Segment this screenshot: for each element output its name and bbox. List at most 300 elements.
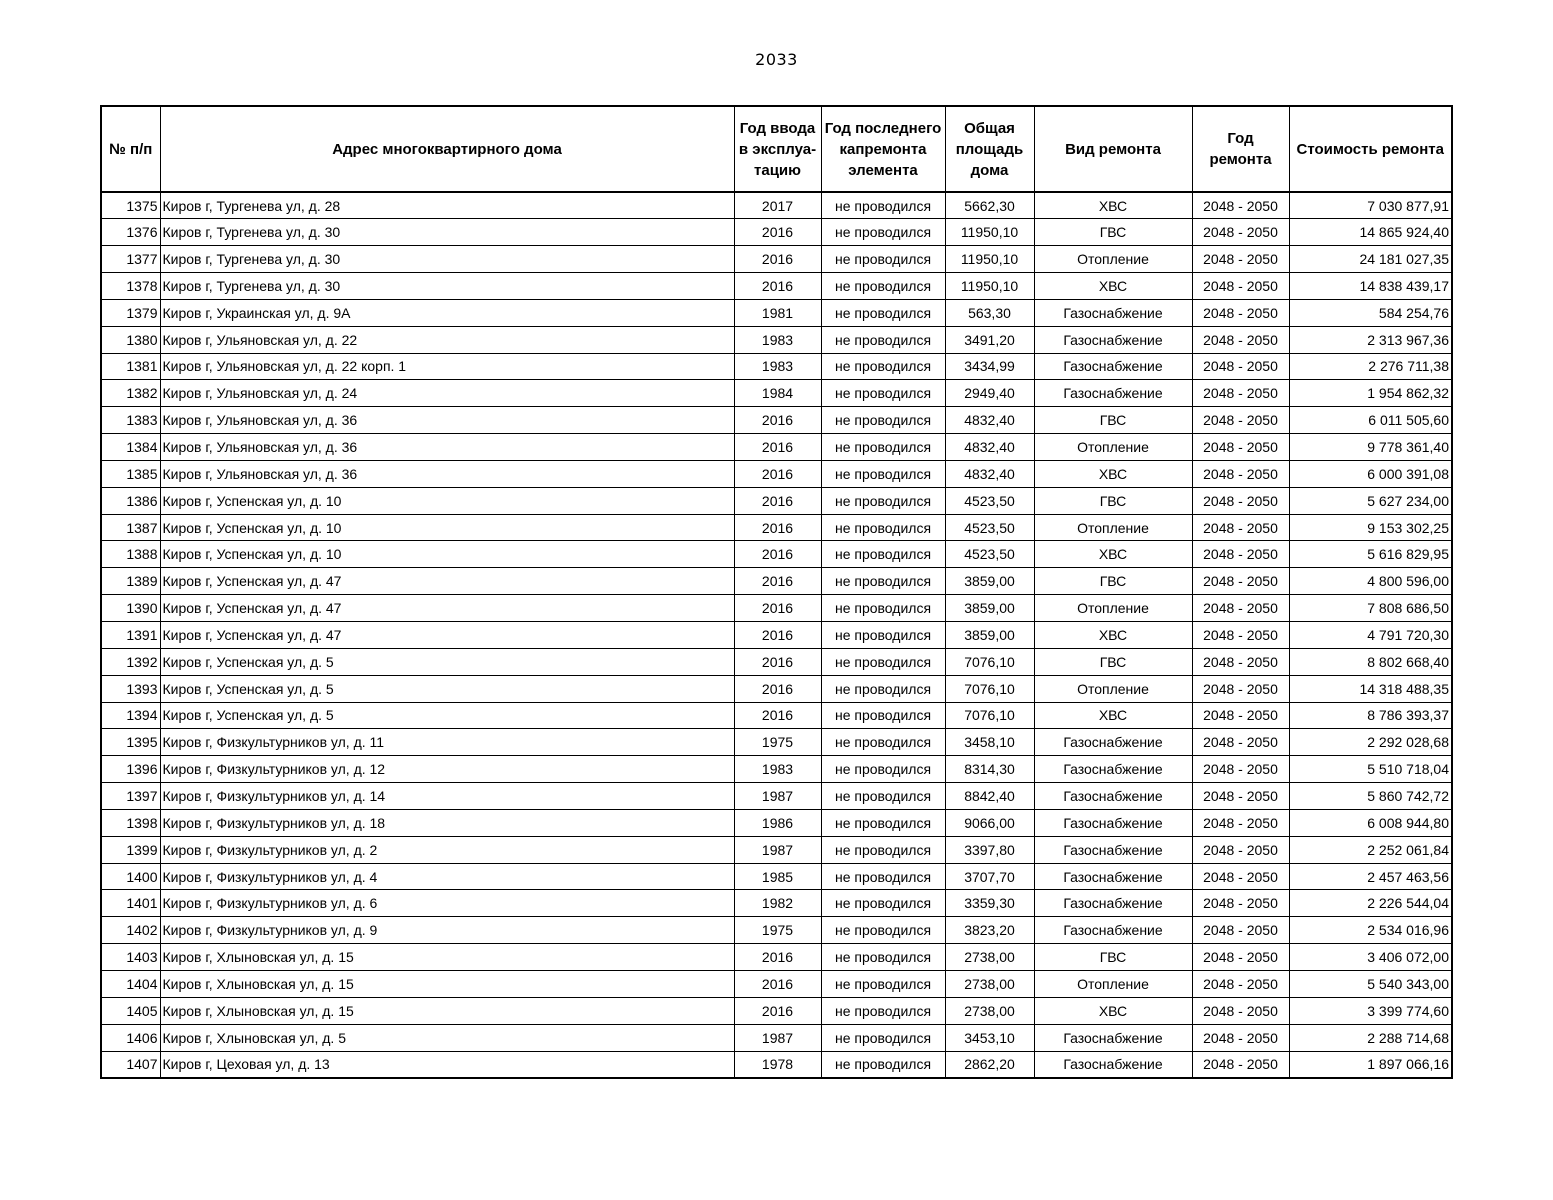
- repair-years-cell: 2048 - 2050: [1192, 514, 1289, 541]
- repair-type-cell: Газоснабжение: [1034, 863, 1192, 890]
- cost-cell: 14 318 488,35: [1289, 675, 1452, 702]
- year-built-cell: 1987: [734, 836, 821, 863]
- repair-years-cell: 2048 - 2050: [1192, 192, 1289, 219]
- table-row: [101, 380, 1452, 407]
- year-built-cell: 1987: [734, 783, 821, 810]
- repair-years-cell: 2048 - 2050: [1192, 675, 1289, 702]
- cost-cell: 2 276 711,38: [1289, 353, 1452, 380]
- cost-cell: 5 860 742,72: [1289, 783, 1452, 810]
- table-row: [101, 541, 1452, 568]
- area-cell: 4523,50: [945, 487, 1034, 514]
- row-number-cell: 1397: [101, 783, 160, 810]
- last-repair-cell: не проводился: [821, 890, 945, 917]
- table-row: [101, 353, 1452, 380]
- row-number-cell: 1384: [101, 434, 160, 461]
- repair-type-cell: Газоснабжение: [1034, 1024, 1192, 1051]
- table-row: [101, 326, 1452, 353]
- repair-years-cell: 2048 - 2050: [1192, 299, 1289, 326]
- row-number-cell: 1406: [101, 1024, 160, 1051]
- last-repair-cell: не проводился: [821, 729, 945, 756]
- address-cell: Киров г, Физкультурников ул, д. 12: [160, 756, 734, 783]
- table-row: [101, 568, 1452, 595]
- table-header-row: [101, 106, 1452, 192]
- year-built-cell: 1986: [734, 809, 821, 836]
- year-built-cell: 2016: [734, 970, 821, 997]
- cost-cell: 5 616 829,95: [1289, 541, 1452, 568]
- area-cell: 3707,70: [945, 863, 1034, 890]
- year-built-cell: 2016: [734, 675, 821, 702]
- table-body: [101, 192, 1452, 1078]
- table-row: [101, 970, 1452, 997]
- repair-type-cell: Отопление: [1034, 514, 1192, 541]
- cost-cell: 584 254,76: [1289, 299, 1452, 326]
- cost-cell: 6 000 391,08: [1289, 460, 1452, 487]
- last-repair-cell: не проводился: [821, 702, 945, 729]
- table-row: [101, 648, 1452, 675]
- repair-years-cell: 2048 - 2050: [1192, 890, 1289, 917]
- cost-cell: 2 313 967,36: [1289, 326, 1452, 353]
- table-row: [101, 675, 1452, 702]
- repair-years-cell: 2048 - 2050: [1192, 863, 1289, 890]
- cost-cell: 8 786 393,37: [1289, 702, 1452, 729]
- address-cell: Киров г, Хлыновская ул, д. 15: [160, 944, 734, 971]
- year-built-cell: 2016: [734, 514, 821, 541]
- repair-type-cell: ХВС: [1034, 622, 1192, 649]
- address-cell: Киров г, Ульяновская ул, д. 24: [160, 380, 734, 407]
- row-number-cell: 1392: [101, 648, 160, 675]
- area-cell: 2949,40: [945, 380, 1034, 407]
- repair-years-cell: 2048 - 2050: [1192, 836, 1289, 863]
- last-repair-cell: не проводился: [821, 944, 945, 971]
- last-repair-cell: не проводился: [821, 407, 945, 434]
- row-number-cell: 1391: [101, 622, 160, 649]
- address-cell: Киров г, Успенская ул, д. 5: [160, 675, 734, 702]
- repair-years-cell: 2048 - 2050: [1192, 729, 1289, 756]
- area-cell: 3397,80: [945, 836, 1034, 863]
- page-number: 2033: [755, 50, 798, 69]
- row-number-cell: 1385: [101, 460, 160, 487]
- last-repair-cell: не проводился: [821, 380, 945, 407]
- row-number-cell: 1404: [101, 970, 160, 997]
- last-repair-cell: не проводился: [821, 863, 945, 890]
- area-cell: 5662,30: [945, 192, 1034, 219]
- last-repair-cell: не проводился: [821, 353, 945, 380]
- repair-type-cell: Газоснабжение: [1034, 729, 1192, 756]
- table-row: [101, 299, 1452, 326]
- repair-years-cell: 2048 - 2050: [1192, 1051, 1289, 1078]
- year-built-cell: 1978: [734, 1051, 821, 1078]
- cost-cell: 4 791 720,30: [1289, 622, 1452, 649]
- table-row: [101, 219, 1452, 246]
- year-built-cell: 1985: [734, 863, 821, 890]
- cost-cell: 3 399 774,60: [1289, 997, 1452, 1024]
- repair-type-cell: Газоснабжение: [1034, 783, 1192, 810]
- repair-years-cell: 2048 - 2050: [1192, 568, 1289, 595]
- address-cell: Киров г, Тургенева ул, д. 28: [160, 192, 734, 219]
- repair-type-cell: Отопление: [1034, 675, 1192, 702]
- column-header-num: № п/п: [101, 106, 160, 192]
- repair-type-cell: ХВС: [1034, 273, 1192, 300]
- row-number-cell: 1376: [101, 219, 160, 246]
- repair-years-cell: 2048 - 2050: [1192, 783, 1289, 810]
- repair-years-cell: 2048 - 2050: [1192, 273, 1289, 300]
- repair-type-cell: ХВС: [1034, 997, 1192, 1024]
- row-number-cell: 1407: [101, 1051, 160, 1078]
- table-row: [101, 595, 1452, 622]
- address-cell: Киров г, Успенская ул, д. 47: [160, 595, 734, 622]
- table-row: [101, 1024, 1452, 1051]
- row-number-cell: 1378: [101, 273, 160, 300]
- repair-type-cell: Газоснабжение: [1034, 836, 1192, 863]
- repair-type-cell: ХВС: [1034, 460, 1192, 487]
- repair-years-cell: 2048 - 2050: [1192, 622, 1289, 649]
- table-row: [101, 622, 1452, 649]
- address-cell: Киров г, Успенская ул, д. 47: [160, 622, 734, 649]
- repair-type-cell: ХВС: [1034, 192, 1192, 219]
- area-cell: 2738,00: [945, 997, 1034, 1024]
- year-built-cell: 1987: [734, 1024, 821, 1051]
- row-number-cell: 1400: [101, 863, 160, 890]
- cost-cell: 1 897 066,16: [1289, 1051, 1452, 1078]
- area-cell: 7076,10: [945, 702, 1034, 729]
- repair-type-cell: Газоснабжение: [1034, 299, 1192, 326]
- table-row: [101, 434, 1452, 461]
- table-row: [101, 192, 1452, 219]
- column-header-repair-years: Год ремонта: [1192, 106, 1289, 192]
- last-repair-cell: не проводился: [821, 514, 945, 541]
- table-row: [101, 917, 1452, 944]
- cost-cell: 5 510 718,04: [1289, 756, 1452, 783]
- row-number-cell: 1375: [101, 192, 160, 219]
- area-cell: 3823,20: [945, 917, 1034, 944]
- area-cell: 4832,40: [945, 434, 1034, 461]
- row-number-cell: 1380: [101, 326, 160, 353]
- last-repair-cell: не проводился: [821, 273, 945, 300]
- table-row: [101, 890, 1452, 917]
- repair-type-cell: Газоснабжение: [1034, 326, 1192, 353]
- address-cell: Киров г, Физкультурников ул, д. 4: [160, 863, 734, 890]
- area-cell: 3359,30: [945, 890, 1034, 917]
- repair-schedule-table: [100, 105, 1453, 1079]
- area-cell: 4523,50: [945, 514, 1034, 541]
- area-cell: 11950,10: [945, 246, 1034, 273]
- cost-cell: 2 457 463,56: [1289, 863, 1452, 890]
- repair-years-cell: 2048 - 2050: [1192, 702, 1289, 729]
- last-repair-cell: не проводился: [821, 299, 945, 326]
- address-cell: Киров г, Ульяновская ул, д. 36: [160, 460, 734, 487]
- cost-cell: 2 288 714,68: [1289, 1024, 1452, 1051]
- row-number-cell: 1379: [101, 299, 160, 326]
- cost-cell: 24 181 027,35: [1289, 246, 1452, 273]
- last-repair-cell: не проводился: [821, 1051, 945, 1078]
- row-number-cell: 1395: [101, 729, 160, 756]
- row-number-cell: 1381: [101, 353, 160, 380]
- repair-type-cell: ГВС: [1034, 487, 1192, 514]
- repair-type-cell: ГВС: [1034, 944, 1192, 971]
- address-cell: Киров г, Успенская ул, д. 10: [160, 487, 734, 514]
- table-row: [101, 756, 1452, 783]
- repair-years-cell: 2048 - 2050: [1192, 326, 1289, 353]
- repair-type-cell: Газоснабжение: [1034, 809, 1192, 836]
- row-number-cell: 1405: [101, 997, 160, 1024]
- row-number-cell: 1387: [101, 514, 160, 541]
- area-cell: 9066,00: [945, 809, 1034, 836]
- area-cell: 3859,00: [945, 595, 1034, 622]
- address-cell: Киров г, Тургенева ул, д. 30: [160, 273, 734, 300]
- column-header-repair-type: Вид ремонта: [1034, 106, 1192, 192]
- repair-years-cell: 2048 - 2050: [1192, 1024, 1289, 1051]
- address-cell: Киров г, Успенская ул, д. 5: [160, 648, 734, 675]
- repair-years-cell: 2048 - 2050: [1192, 541, 1289, 568]
- last-repair-cell: не проводился: [821, 487, 945, 514]
- address-cell: Киров г, Украинская ул, д. 9А: [160, 299, 734, 326]
- cost-cell: 3 406 072,00: [1289, 944, 1452, 971]
- cost-cell: 8 802 668,40: [1289, 648, 1452, 675]
- area-cell: 2862,20: [945, 1051, 1034, 1078]
- repair-type-cell: ГВС: [1034, 219, 1192, 246]
- last-repair-cell: не проводился: [821, 970, 945, 997]
- row-number-cell: 1390: [101, 595, 160, 622]
- address-cell: Киров г, Ульяновская ул, д. 36: [160, 434, 734, 461]
- table-row: [101, 273, 1452, 300]
- repair-type-cell: ГВС: [1034, 407, 1192, 434]
- last-repair-cell: не проводился: [821, 460, 945, 487]
- cost-cell: 2 292 028,68: [1289, 729, 1452, 756]
- area-cell: 7076,10: [945, 648, 1034, 675]
- cost-cell: 1 954 862,32: [1289, 380, 1452, 407]
- repair-years-cell: 2048 - 2050: [1192, 944, 1289, 971]
- last-repair-cell: не проводился: [821, 783, 945, 810]
- year-built-cell: 2016: [734, 944, 821, 971]
- repair-type-cell: Отопление: [1034, 434, 1192, 461]
- row-number-cell: 1386: [101, 487, 160, 514]
- cost-cell: 14 865 924,40: [1289, 219, 1452, 246]
- last-repair-cell: не проводился: [821, 568, 945, 595]
- repair-type-cell: Газоснабжение: [1034, 756, 1192, 783]
- row-number-cell: 1398: [101, 809, 160, 836]
- cost-cell: 2 252 061,84: [1289, 836, 1452, 863]
- repair-type-cell: ХВС: [1034, 541, 1192, 568]
- repair-years-cell: 2048 - 2050: [1192, 246, 1289, 273]
- area-cell: 11950,10: [945, 273, 1034, 300]
- area-cell: 563,30: [945, 299, 1034, 326]
- year-built-cell: 2017: [734, 192, 821, 219]
- area-cell: 4832,40: [945, 460, 1034, 487]
- repair-years-cell: 2048 - 2050: [1192, 595, 1289, 622]
- year-built-cell: 2016: [734, 407, 821, 434]
- address-cell: Киров г, Физкультурников ул, д. 18: [160, 809, 734, 836]
- table-row: [101, 783, 1452, 810]
- table-row: [101, 729, 1452, 756]
- year-built-cell: 1983: [734, 326, 821, 353]
- year-built-cell: 1984: [734, 380, 821, 407]
- area-cell: 2738,00: [945, 944, 1034, 971]
- year-built-cell: 1983: [734, 756, 821, 783]
- column-header-cost: Стоимость ремонта: [1289, 106, 1452, 192]
- address-cell: Киров г, Успенская ул, д. 5: [160, 702, 734, 729]
- last-repair-cell: не проводился: [821, 917, 945, 944]
- table-row: [101, 246, 1452, 273]
- cost-cell: 7 808 686,50: [1289, 595, 1452, 622]
- address-cell: Киров г, Цеховая ул, д. 13: [160, 1051, 734, 1078]
- table-row: [101, 407, 1452, 434]
- table-row: [101, 1051, 1452, 1078]
- cost-cell: 5 540 343,00: [1289, 970, 1452, 997]
- last-repair-cell: не проводился: [821, 1024, 945, 1051]
- year-built-cell: 2016: [734, 568, 821, 595]
- column-header-area: Общая площадь дома: [945, 106, 1034, 192]
- address-cell: Киров г, Тургенева ул, д. 30: [160, 219, 734, 246]
- row-number-cell: 1396: [101, 756, 160, 783]
- cost-cell: 4 800 596,00: [1289, 568, 1452, 595]
- table-row: [101, 997, 1452, 1024]
- last-repair-cell: не проводился: [821, 219, 945, 246]
- area-cell: 11950,10: [945, 219, 1034, 246]
- cost-cell: 6 008 944,80: [1289, 809, 1452, 836]
- row-number-cell: 1401: [101, 890, 160, 917]
- table-row: [101, 487, 1452, 514]
- address-cell: Киров г, Физкультурников ул, д. 11: [160, 729, 734, 756]
- last-repair-cell: не проводился: [821, 836, 945, 863]
- cost-cell: 2 226 544,04: [1289, 890, 1452, 917]
- area-cell: 3453,10: [945, 1024, 1034, 1051]
- area-cell: 3859,00: [945, 622, 1034, 649]
- table-row: [101, 809, 1452, 836]
- repair-type-cell: Отопление: [1034, 595, 1192, 622]
- repair-type-cell: Газоснабжение: [1034, 380, 1192, 407]
- year-built-cell: 1975: [734, 729, 821, 756]
- row-number-cell: 1399: [101, 836, 160, 863]
- year-built-cell: 2016: [734, 219, 821, 246]
- year-built-cell: 2016: [734, 541, 821, 568]
- year-built-cell: 2016: [734, 648, 821, 675]
- table-row: [101, 863, 1452, 890]
- row-number-cell: 1382: [101, 380, 160, 407]
- last-repair-cell: не проводился: [821, 622, 945, 649]
- repair-type-cell: Отопление: [1034, 970, 1192, 997]
- last-repair-cell: не проводился: [821, 246, 945, 273]
- area-cell: 7076,10: [945, 675, 1034, 702]
- year-built-cell: 2016: [734, 622, 821, 649]
- address-cell: Киров г, Успенская ул, д. 10: [160, 541, 734, 568]
- area-cell: 4523,50: [945, 541, 1034, 568]
- area-cell: 4832,40: [945, 407, 1034, 434]
- address-cell: Киров г, Хлыновская ул, д. 5: [160, 1024, 734, 1051]
- last-repair-cell: не проводился: [821, 756, 945, 783]
- row-number-cell: 1402: [101, 917, 160, 944]
- repair-type-cell: Газоснабжение: [1034, 353, 1192, 380]
- address-cell: Киров г, Успенская ул, д. 47: [160, 568, 734, 595]
- repair-type-cell: Газоснабжение: [1034, 917, 1192, 944]
- address-cell: Киров г, Физкультурников ул, д. 9: [160, 917, 734, 944]
- year-built-cell: 2016: [734, 434, 821, 461]
- row-number-cell: 1389: [101, 568, 160, 595]
- repair-years-cell: 2048 - 2050: [1192, 970, 1289, 997]
- year-built-cell: 1983: [734, 353, 821, 380]
- last-repair-cell: не проводился: [821, 541, 945, 568]
- last-repair-cell: не проводился: [821, 809, 945, 836]
- area-cell: 3458,10: [945, 729, 1034, 756]
- repair-years-cell: 2048 - 2050: [1192, 219, 1289, 246]
- repair-years-cell: 2048 - 2050: [1192, 756, 1289, 783]
- repair-years-cell: 2048 - 2050: [1192, 487, 1289, 514]
- area-cell: 3491,20: [945, 326, 1034, 353]
- year-built-cell: 1981: [734, 299, 821, 326]
- repair-type-cell: Газоснабжение: [1034, 1051, 1192, 1078]
- address-cell: Киров г, Физкультурников ул, д. 6: [160, 890, 734, 917]
- repair-years-cell: 2048 - 2050: [1192, 380, 1289, 407]
- cost-cell: 14 838 439,17: [1289, 273, 1452, 300]
- address-cell: Киров г, Успенская ул, д. 10: [160, 514, 734, 541]
- table-row: [101, 702, 1452, 729]
- last-repair-cell: не проводился: [821, 675, 945, 702]
- address-cell: Киров г, Тургенева ул, д. 30: [160, 246, 734, 273]
- year-built-cell: 2016: [734, 460, 821, 487]
- address-cell: Киров г, Хлыновская ул, д. 15: [160, 970, 734, 997]
- cost-cell: 7 030 877,91: [1289, 192, 1452, 219]
- row-number-cell: 1377: [101, 246, 160, 273]
- last-repair-cell: не проводился: [821, 997, 945, 1024]
- repair-type-cell: Отопление: [1034, 246, 1192, 273]
- address-cell: Киров г, Ульяновская ул, д. 22 корп. 1: [160, 353, 734, 380]
- repair-years-cell: 2048 - 2050: [1192, 809, 1289, 836]
- area-cell: 8842,40: [945, 783, 1034, 810]
- address-cell: Киров г, Физкультурников ул, д. 2: [160, 836, 734, 863]
- column-header-address: Адрес многоквартирного дома: [160, 106, 734, 192]
- area-cell: 3859,00: [945, 568, 1034, 595]
- year-built-cell: 2016: [734, 273, 821, 300]
- area-cell: 2738,00: [945, 970, 1034, 997]
- address-cell: Киров г, Ульяновская ул, д. 36: [160, 407, 734, 434]
- last-repair-cell: не проводился: [821, 595, 945, 622]
- year-built-cell: 2016: [734, 595, 821, 622]
- cost-cell: 2 534 016,96: [1289, 917, 1452, 944]
- year-built-cell: 2016: [734, 997, 821, 1024]
- last-repair-cell: не проводился: [821, 192, 945, 219]
- cost-cell: 9 778 361,40: [1289, 434, 1452, 461]
- repair-years-cell: 2048 - 2050: [1192, 460, 1289, 487]
- row-number-cell: 1388: [101, 541, 160, 568]
- column-header-year-built: Год ввода в эксплуа-тацию: [734, 106, 821, 192]
- table-row: [101, 944, 1452, 971]
- row-number-cell: 1383: [101, 407, 160, 434]
- area-cell: 8314,30: [945, 756, 1034, 783]
- year-built-cell: 1975: [734, 917, 821, 944]
- area-cell: 3434,99: [945, 353, 1034, 380]
- table-row: [101, 514, 1452, 541]
- year-built-cell: 2016: [734, 702, 821, 729]
- repair-years-cell: 2048 - 2050: [1192, 917, 1289, 944]
- year-built-cell: 2016: [734, 246, 821, 273]
- row-number-cell: 1403: [101, 944, 160, 971]
- repair-years-cell: 2048 - 2050: [1192, 353, 1289, 380]
- repair-years-cell: 2048 - 2050: [1192, 434, 1289, 461]
- repair-years-cell: 2048 - 2050: [1192, 997, 1289, 1024]
- cost-cell: 9 153 302,25: [1289, 514, 1452, 541]
- repair-type-cell: ХВС: [1034, 702, 1192, 729]
- address-cell: Киров г, Хлыновская ул, д. 15: [160, 997, 734, 1024]
- repair-type-cell: ГВС: [1034, 648, 1192, 675]
- last-repair-cell: не проводился: [821, 648, 945, 675]
- repair-years-cell: 2048 - 2050: [1192, 648, 1289, 675]
- last-repair-cell: не проводился: [821, 434, 945, 461]
- year-built-cell: 2016: [734, 487, 821, 514]
- cost-cell: 5 627 234,00: [1289, 487, 1452, 514]
- table-row: [101, 836, 1452, 863]
- row-number-cell: 1394: [101, 702, 160, 729]
- address-cell: Киров г, Физкультурников ул, д. 14: [160, 783, 734, 810]
- last-repair-cell: не проводился: [821, 326, 945, 353]
